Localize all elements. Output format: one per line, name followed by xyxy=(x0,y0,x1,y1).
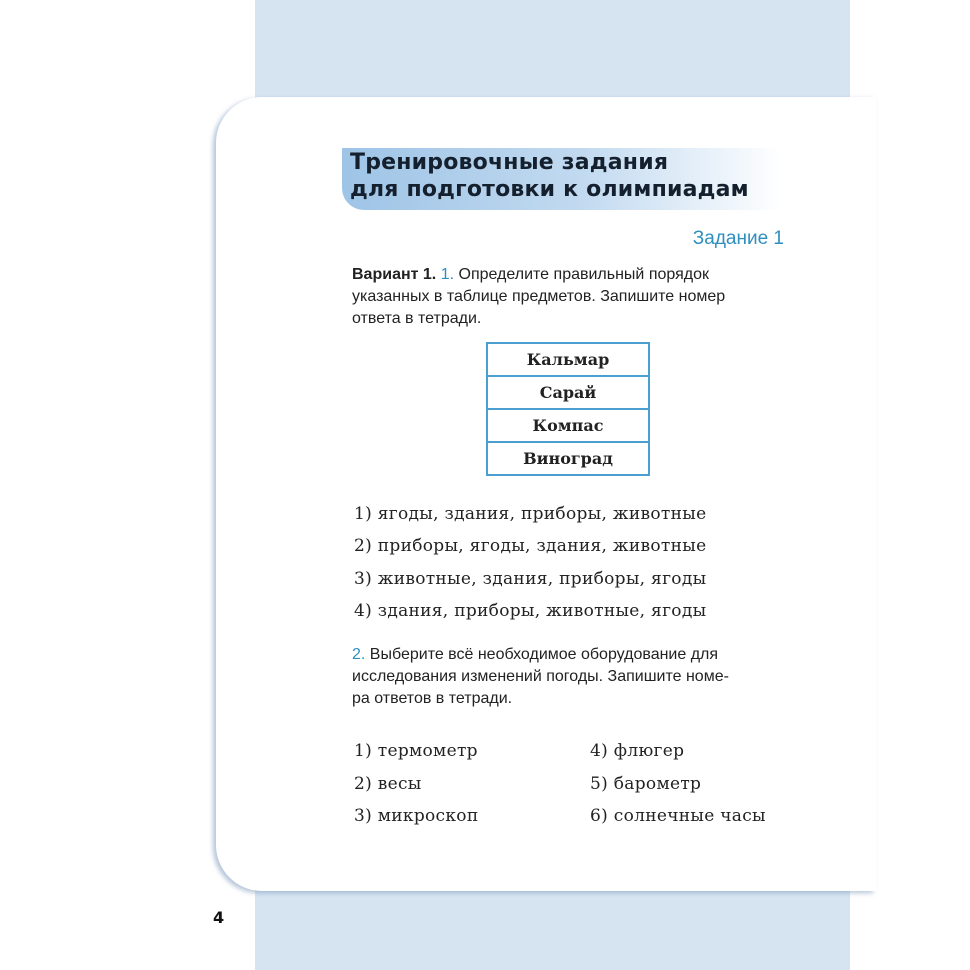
answer1-option: 4) здания, приборы, животные, ягоды xyxy=(354,601,707,621)
items-table xyxy=(486,342,650,476)
answer2-option: 1) термометр xyxy=(354,741,478,761)
table-row xyxy=(487,442,649,475)
question2-line1 xyxy=(352,646,718,664)
page-number: 4 xyxy=(213,908,225,927)
answer1-option: 1) ягоды, здания, приборы, животные xyxy=(354,504,707,524)
question1-line3: ответа в тетради. xyxy=(352,310,482,327)
table-cell: Сарай xyxy=(487,376,649,409)
answer2-option: 4) флюгер xyxy=(590,741,685,761)
title-line-2: для подготовки к олимпиадам xyxy=(350,177,749,202)
question2-text-1: Выберите всё необходимое оборудование для xyxy=(369,646,719,663)
task-heading: Задание 1 xyxy=(692,228,784,249)
answer2-option: 5) барометр xyxy=(590,774,702,794)
table-cell: Кальмар xyxy=(487,343,649,376)
question1-text-1: Определите правильный порядок xyxy=(458,266,709,283)
table-cell: Виноград xyxy=(487,442,649,475)
variant-label: Вариант 1. xyxy=(352,266,437,283)
answer2-option: 3) микроскоп xyxy=(354,806,479,826)
content-panel xyxy=(216,97,876,891)
answer1-option: 3) животные, здания, приборы, ягоды xyxy=(354,569,707,589)
question2-number: 2. xyxy=(352,646,366,663)
answer1-option: 2) приборы, ягоды, здания, животные xyxy=(354,536,707,556)
answer2-option: 2) весы xyxy=(354,774,422,794)
question2-line2: исследования изменений погоды. Запишите номе- xyxy=(352,668,729,685)
question2-line3: ра ответов в тетради. xyxy=(352,690,513,707)
title-line-1: Тренировочные задания xyxy=(350,150,669,175)
answer2-option: 6) солнечные часы xyxy=(590,806,766,826)
table-cell: Компас xyxy=(487,409,649,442)
question1-line2: указанных в таблице предметов. Запишите номер xyxy=(352,288,726,305)
table-row xyxy=(487,376,649,409)
table-row xyxy=(487,409,649,442)
question1-number: 1. xyxy=(440,266,455,283)
question1-line1 xyxy=(352,266,709,284)
bottom-decor-band xyxy=(255,888,850,970)
top-decor-band xyxy=(255,0,850,100)
table-row xyxy=(487,343,649,376)
